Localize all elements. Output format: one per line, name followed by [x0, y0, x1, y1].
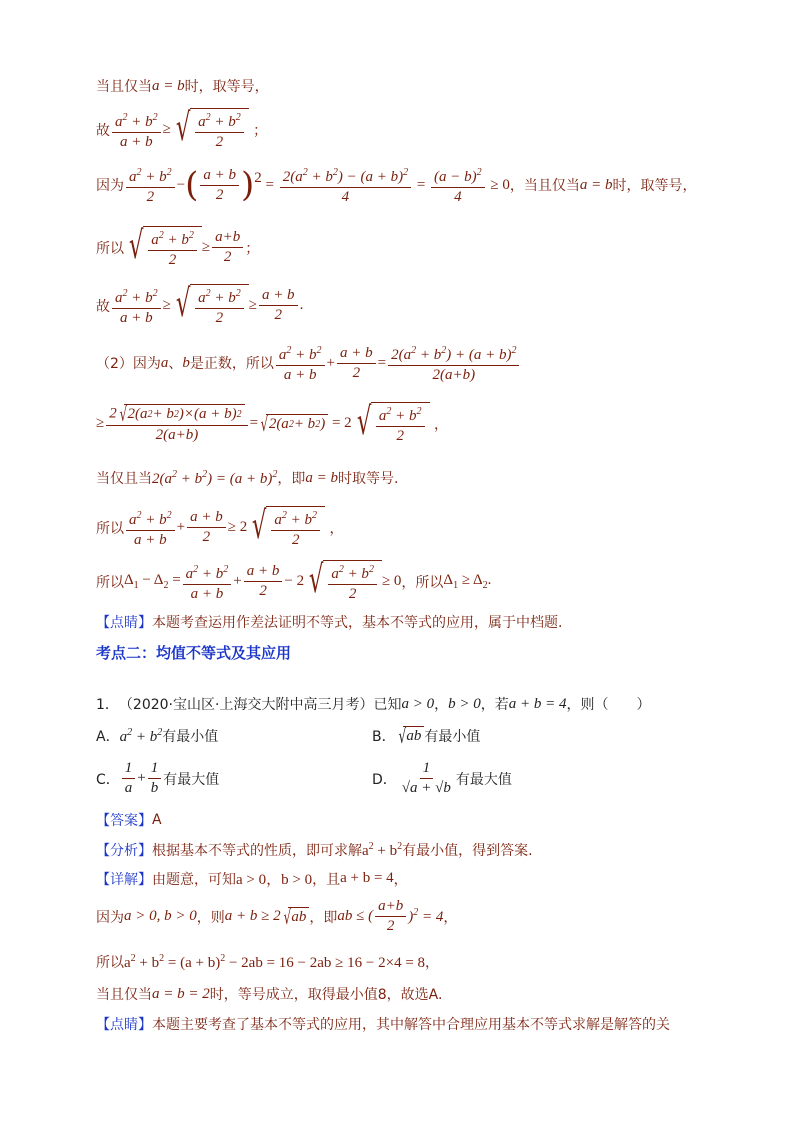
comment-line: 【点睛】 本题主要考查了基本不等式的应用，其中解答中合理应用基本不等式求解是解答的关: [96, 1017, 670, 1033]
comment-line: 【点睛】 本题考查运用作差法证明不等式，基本不等式的应用，属于中档题.: [96, 615, 563, 631]
detail-line: 【详解】 由题意，可知 a > 0，b > 0 ，且 a + b = 4 ，: [96, 870, 408, 888]
math-expr: a = b: [152, 77, 185, 94]
answer-line: 【答案】 A: [96, 812, 162, 829]
detail-line: 当且仅当 a = b = 2 时，等号成立，取得最小值8，故选A.: [96, 985, 443, 1003]
question-stem: 1． （2020·宝山区·上海交大附中高三月考）已知 a > 0 ， b > 0 ，若 a + b = 4 ，则（ ）: [96, 695, 651, 713]
fraction: $\frac{a^2 + b^2}{a + b}$: [112, 109, 161, 151]
math-line: 因为 $\frac{a^2 + b^2}{2}$ − ( $\frac{a + b}{2}$ ) 2 = $\frac{2(a^2 + b^2) - (a + b)^2}{4}$ = $\frac{(a - b)^2}{4}$ ≥ 0 ，当且仅当 a = b 时，取等号，: [96, 165, 697, 205]
option-c: C． $\frac{1}{a}$ + $\frac{1}{b}$ 有最大值: [96, 760, 220, 796]
analysis-line: 【分析】 根据基本不等式的性质，即可求解 $a^2 + b^2$ 有最小值，得到答案.: [96, 840, 533, 859]
option-a: A． $a^2 + b^2$ 有最小值: [96, 726, 219, 745]
detail-line: 所以 $a^2 + b^2 = (a + b)^2 - 2ab = 16 - 2ab \ge 16 - 2\times 4 = 8$ ，: [96, 952, 440, 971]
math-line: 故 $\frac{a^2 + b^2}{a + b}$ ≥ √ $\frac{a^2 + b^2}{2}$ ≥ $\frac{a + b}{2}$ .: [96, 281, 304, 326]
section-heading: 考点二：均值不等式及其应用: [96, 644, 292, 662]
text-line: 当且仅当 a = b 时，取等号，: [96, 77, 269, 95]
math-line: ≥ 2 √ 2(a 2 + b 2 )×(a + b) 2 2(a+b) = √ 2(a 2 + b 2 ) = 2 √ $\frac{a^2 + b^2}{2}$ ，: [96, 399, 448, 444]
square-root: √ $\frac{a^2 + b^2}{2}$: [171, 108, 249, 151]
text-line: 当仅且当 $2(a^2 + b^2) = (a + b)^2$ ，即 a = b 时取等号.: [96, 468, 399, 487]
math-line: （2）因为 a 、 b 是正数，所以 $\frac{a^2 + b^2}{a + b}$ + $\frac{a + b}{2}$ = $\frac{2(a^2 + b^2) + (a + b)^2}{2(a+b)}$: [96, 342, 521, 384]
option-d: D． $\frac{1}{√a + √b}$ 有最大值: [372, 760, 512, 796]
detail-line: 因为 a > 0, b > 0 ，则 a + b ≥ 2 √ ab ，即 ab ≤ ( $\frac{a+b}{2}$ )$^2$ = 4 ，: [96, 898, 458, 934]
math-line: 所以 $\frac{a^2 + b^2}{a + b}$ + $\frac{a + b}{2}$ ≥ 2 √ $\frac{a^2 + b^2}{2}$ ，: [96, 503, 344, 548]
math-line: 故 $\frac{a^2 + b^2}{a + b}$ ≥ √ $\frac{a^2 + b^2}{2}$ ；: [96, 105, 268, 150]
option-b: B． √ ab 有最小值: [372, 724, 481, 748]
math-line: 所以 √ $\frac{a^2 + b^2}{2}$ ≥ $\frac{a+b}{2}$ ；: [96, 223, 260, 268]
math-line: 所以 $\Delta_1 - \Delta_2$ = $\frac{a^2 + b^2}{a + b}$ + $\frac{a + b}{2}$ − 2 √ $\frac{a^2 + b^2}{2}$ ≥ 0 ，所以 $\Delta_1 \ge \Delta_2$.: [96, 557, 492, 602]
